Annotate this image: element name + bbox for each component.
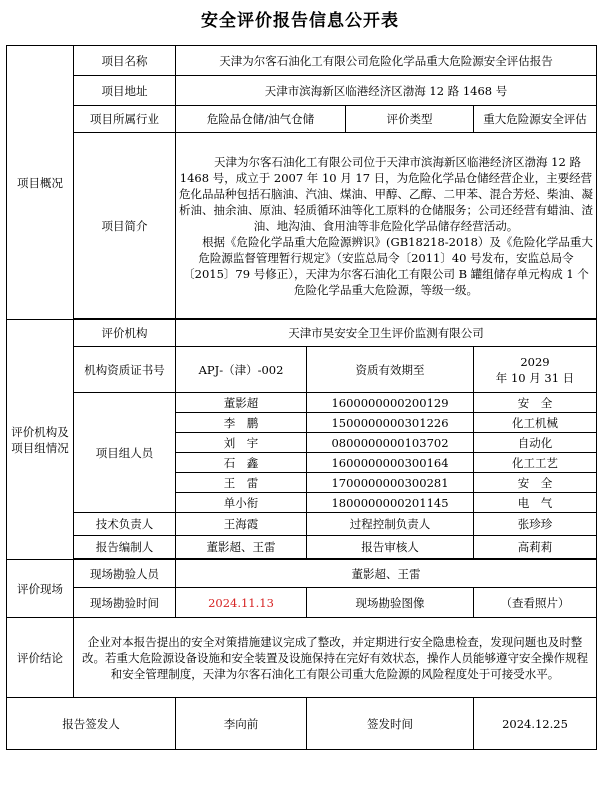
team-member-cert: 1600000000300164: [307, 453, 474, 473]
team-member-name: 李 鹏: [176, 413, 307, 433]
validity-year: 2029: [520, 354, 550, 369]
issuer-value: 李向前: [176, 698, 307, 750]
certificate-label: 机构资质证书号: [74, 347, 176, 393]
process-lead-value: 张珍珍: [474, 513, 597, 536]
certificate-value: APJ-（津）-002: [176, 347, 307, 393]
author-value: 董影超、王雷: [176, 536, 307, 559]
team-member-cert: 1700000000300281: [307, 473, 474, 493]
reviewer-label: 报告审核人: [307, 536, 474, 559]
team-member-name: 单小衔: [176, 493, 307, 513]
row-tech-lead: [7, 513, 597, 536]
project-intro-label: 项目简介: [74, 133, 176, 319]
agency-label: 评价机构: [74, 320, 176, 347]
section-conclusion: 评价结论: [7, 618, 74, 698]
team-member-specialty: 化工工艺: [474, 453, 597, 473]
row-agency: [7, 320, 597, 347]
team-member-name: 董影超: [176, 393, 307, 413]
author-label: 报告编制人: [74, 536, 176, 559]
team-label: 项目组人员: [74, 393, 176, 513]
disclosure-table: [6, 45, 597, 750]
team-member-name: 王 雷: [176, 473, 307, 493]
team-member-specialty: 化工机械: [474, 413, 597, 433]
reviewer-value: 高莉莉: [474, 536, 597, 559]
project-name-label: 项目名称: [74, 46, 176, 76]
evaluation-type-value: 重大危险源安全评估: [474, 106, 597, 133]
row-project-name: [7, 46, 597, 76]
team-member-specialty: 安 全: [474, 473, 597, 493]
agency-value: 天津市昊安安全卫生评价监测有限公司: [176, 320, 597, 347]
validity-value: [474, 347, 597, 393]
team-member-cert: 0800000000103702: [307, 433, 474, 453]
section-agency: 评价机构及项目组情况: [7, 320, 74, 560]
document-title: 安全评价报告信息公开表: [201, 11, 399, 31]
team-member-name: 刘 宇: [176, 433, 307, 453]
row-survey-time: [7, 588, 597, 618]
issue-date-value: 2024.12.25: [474, 698, 597, 750]
team-member-specialty: 安 全: [474, 393, 597, 413]
evaluation-type-label: 评价类型: [346, 106, 474, 133]
survey-time-label: 现场勘验时间: [74, 588, 176, 618]
section-overview: 项目概况: [7, 46, 74, 320]
project-address-value: 天津市滨海新区临港经济区渤海 12 路 1468 号: [176, 76, 597, 106]
project-intro-text: [176, 133, 597, 319]
issuer-label: 报告签发人: [7, 698, 176, 750]
survey-time-value: 2024.11.13: [176, 588, 307, 618]
intro-paragraph-2: 根据《危险化学品重大危险源辨识》(GB18218-2018）及《危险化学品重大危险源监督管理暂行规定》（安监总局令〔2011〕40 号发布，安监总局令〔2015〕79 号修正），天津为尔客石油化工有限公司 B 罐组储存单元构成 1 个危险化学品重大危险源，等级一级。: [183, 234, 593, 297]
team-member-specialty: 电 气: [474, 493, 597, 513]
row-certificate: [7, 347, 597, 393]
row-project-address: [7, 76, 597, 106]
row-project-intro: [7, 133, 597, 319]
team-member-specialty: 自动化: [474, 433, 597, 453]
row-signature: [7, 698, 597, 750]
team-member-cert: 1600000000200129: [307, 393, 474, 413]
survey-image-label: 现场勘验图像: [307, 588, 474, 618]
industry-label: 项目所属行业: [74, 106, 176, 133]
row-author: [7, 536, 597, 559]
process-lead-label: 过程控制负责人: [307, 513, 474, 536]
team-member-cert: 1800000000201145: [307, 493, 474, 513]
team-member-cert: 1500000000301226: [307, 413, 474, 433]
row-surveyors: [7, 560, 597, 588]
validity-date: 年 10 月 31 日: [495, 370, 575, 385]
issue-date-label: 签发时间: [307, 698, 474, 750]
section-site: 评价现场: [7, 560, 74, 618]
view-photos-link[interactable]: （查看照片）: [474, 588, 597, 618]
intro-paragraph-1: 天津为尔客石油化工有限公司位于天津市滨海新区临港经济区渤海 12 路 1468 号，成立于 2007 年 10 月 17 日，为危险化学品仓储经营企业，主要经营危化品品种包括石脑油、汽油、煤油、甲醇、乙醇、二甲苯、混合芳烃、柴油、凝析油、抽余油、原油、轻质循环油等化工原料的仓储服务；公司还经营有蜡油、渣油、地沟油、食用油等非危险化学品储存经营活动。: [179, 154, 593, 233]
project-name-value: 天津为尔客石油化工有限公司危险化学品重大危险源安全评估报告: [176, 46, 597, 76]
industry-value: 危险品仓储/油气仓储: [176, 106, 346, 133]
validity-label: 资质有效期至: [307, 347, 474, 393]
row-conclusion: [7, 618, 597, 698]
surveyors-label: 现场勘验人员: [74, 560, 176, 588]
row-industry: [7, 106, 597, 133]
tech-lead-value: 王海霞: [176, 513, 307, 536]
tech-lead-label: 技术负责人: [74, 513, 176, 536]
surveyors-value: 董影超、王雷: [176, 560, 597, 588]
team-member-name: 石 鑫: [176, 453, 307, 473]
project-address-label: 项目地址: [74, 76, 176, 106]
conclusion-text: 企业对本报告提出的安全对策措施建议完成了整改，并定期进行安全隐患检查，发现问题也及时整改。若重大危险源设备设施和安全装置及设施保持在完好有效状态，操作人员能够遵守安全操作规程和安全管理制度，天津为尔客石油化工有限公司重大危险源的风险程度处于可接受水平。: [74, 618, 597, 698]
team-row: [7, 393, 597, 413]
